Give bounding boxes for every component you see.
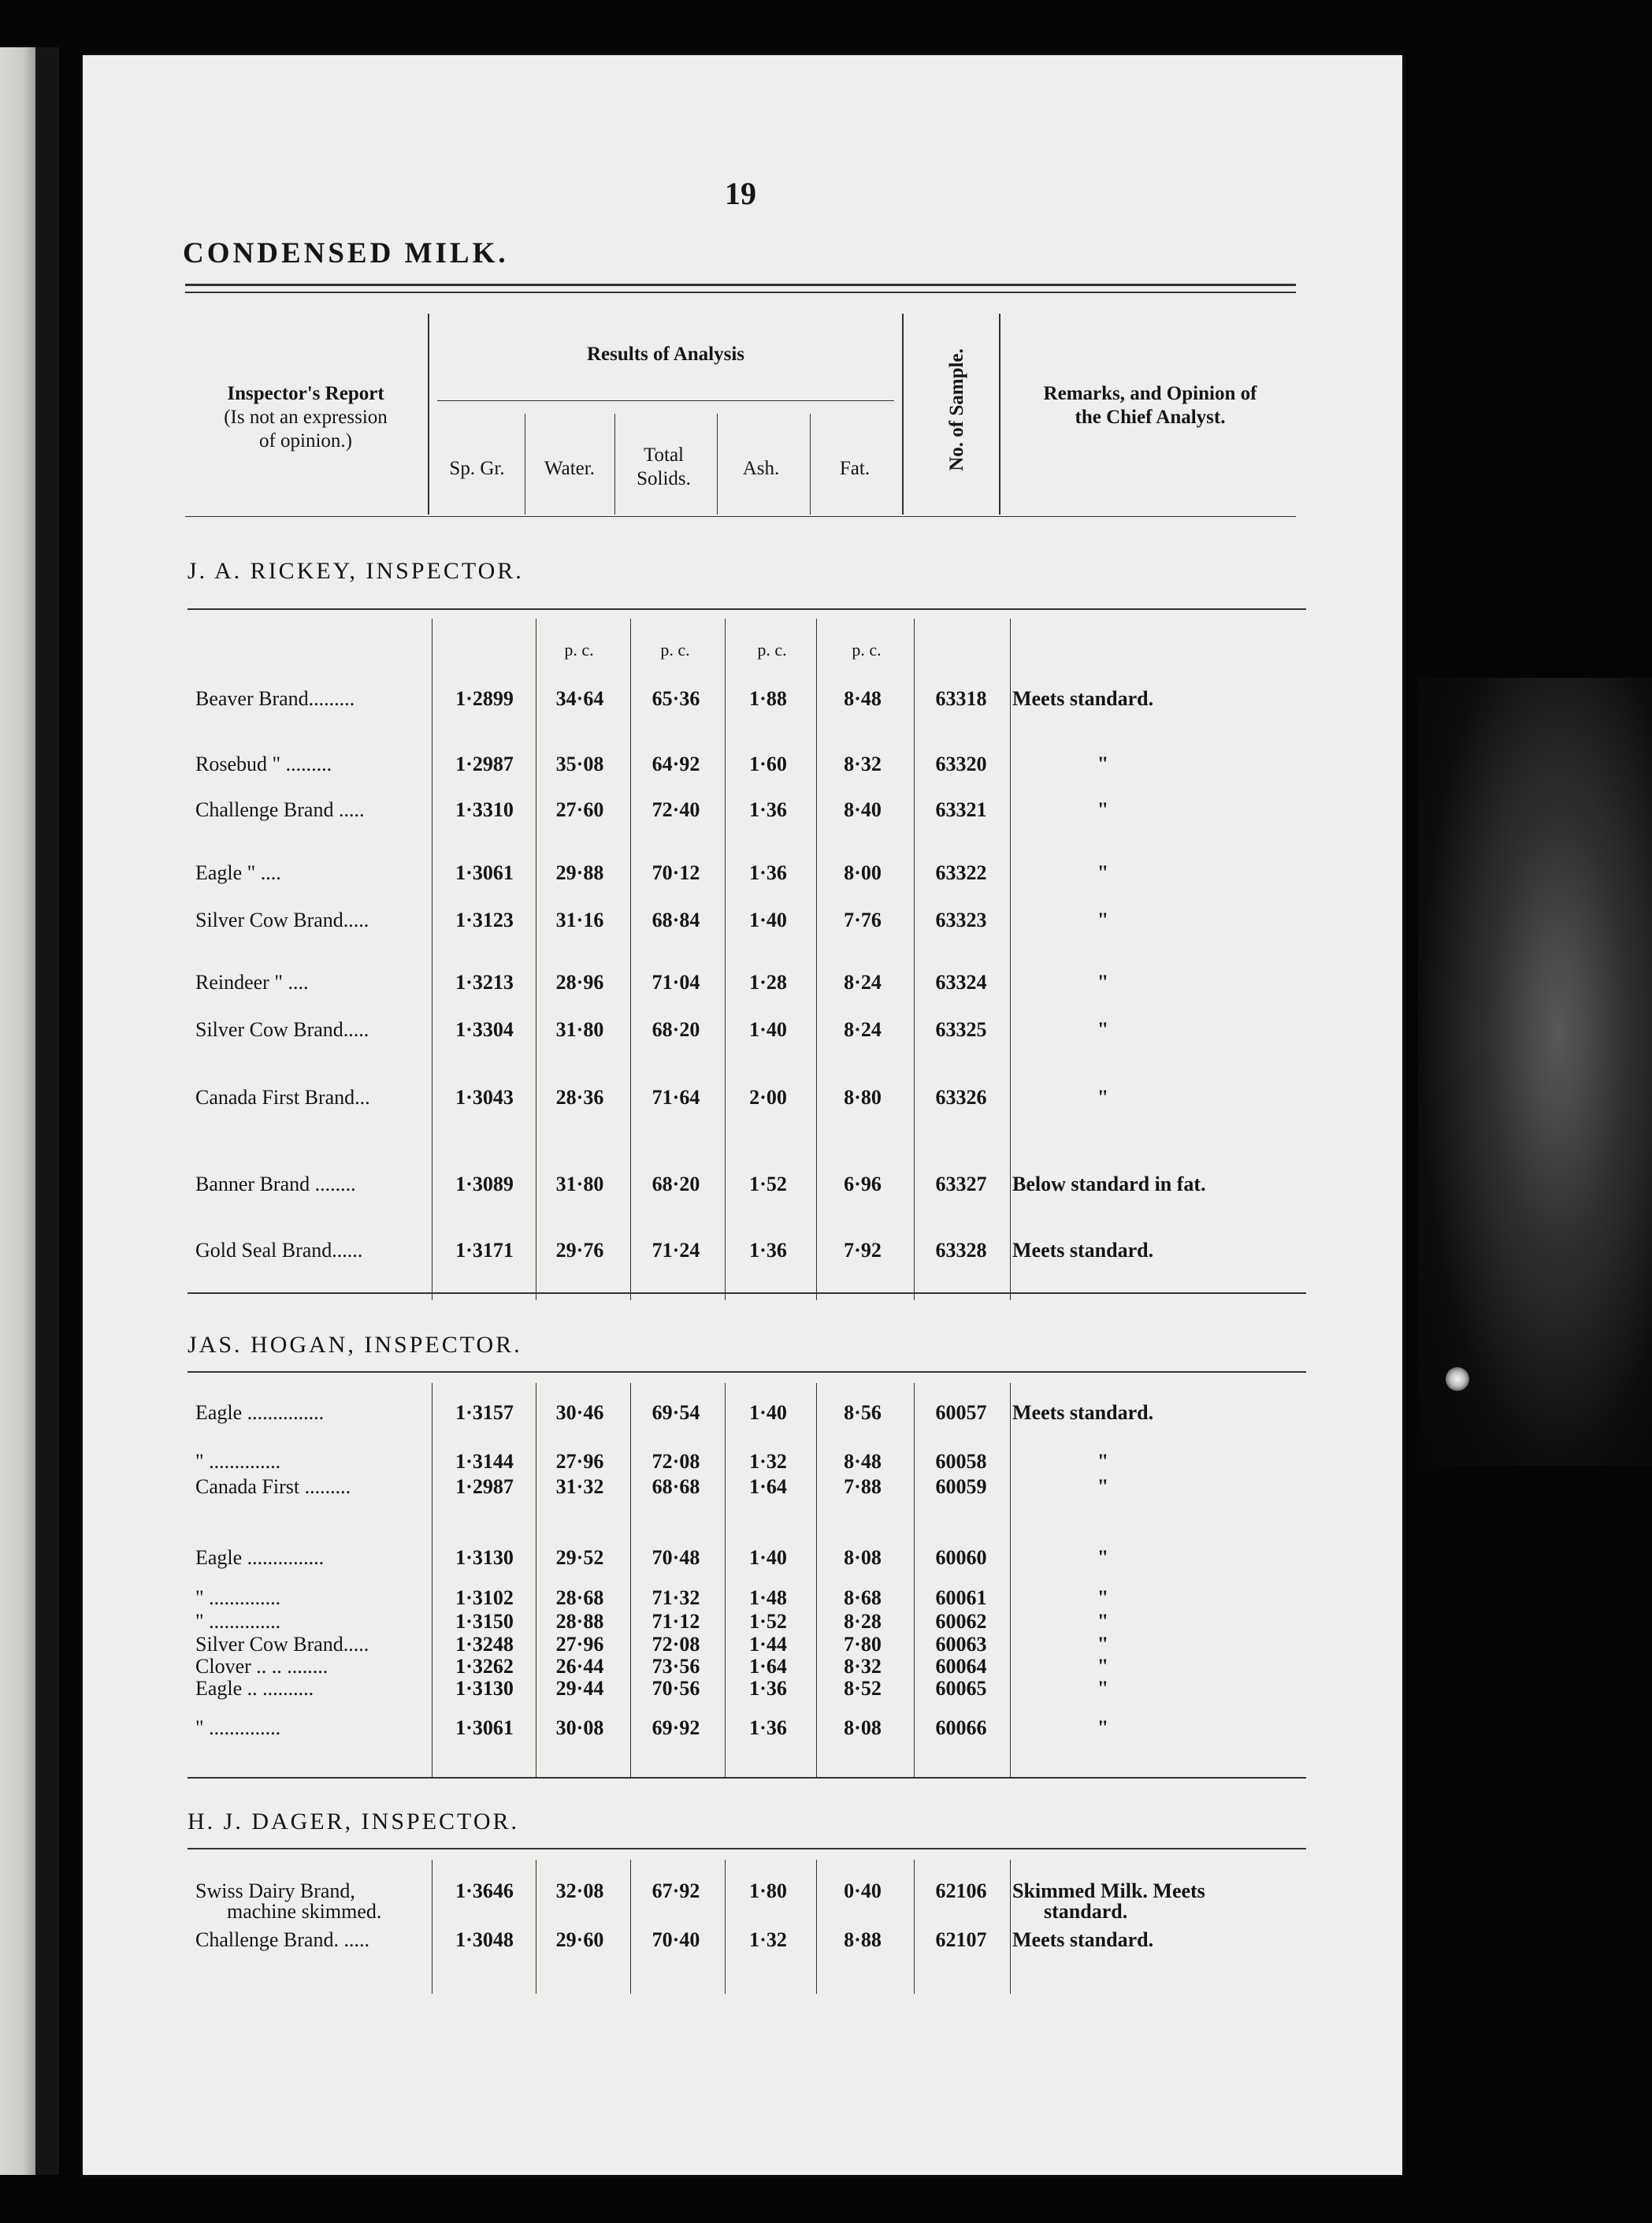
cell-total-solids: 65·36 xyxy=(652,687,700,710)
column-rule xyxy=(914,619,915,1300)
column-rule xyxy=(725,1860,726,1994)
cell-water: 35·08 xyxy=(555,753,604,775)
cell-total-solids: 70·12 xyxy=(652,861,700,884)
cell-ash: 1·32 xyxy=(749,1450,787,1473)
cell-water: 28·36 xyxy=(555,1086,604,1109)
cell-fat: 8·48 xyxy=(844,687,882,710)
cell-total-solids: 69·92 xyxy=(652,1716,700,1739)
sample-name: Silver Cow Brand..... xyxy=(195,1018,369,1041)
cell-water: 31·32 xyxy=(555,1475,604,1498)
cell-sample: 63328 xyxy=(935,1239,987,1262)
section-end-rule xyxy=(187,1292,1306,1294)
cell-water: 34·64 xyxy=(555,687,604,710)
section-end-rule xyxy=(187,1777,1306,1779)
column-rule xyxy=(725,619,726,1300)
cell-water: 26·44 xyxy=(555,1655,604,1678)
sample-name: Clover .. .. ........ xyxy=(195,1655,329,1678)
col-fat: Fat. xyxy=(839,458,871,479)
cell-ash: 1·64 xyxy=(749,1475,787,1498)
remark-text: " xyxy=(1097,861,1109,884)
cell-sample: 63318 xyxy=(935,687,987,710)
sample-name: Challenge Brand ..... xyxy=(195,798,365,821)
sample-name: Banner Brand ........ xyxy=(195,1173,356,1195)
cell-ash: 1·52 xyxy=(749,1610,787,1633)
remark-text: " xyxy=(1097,798,1109,821)
cell-sp-gr: 1·3304 xyxy=(455,1018,514,1041)
remark-text: " xyxy=(1097,1450,1109,1473)
cell-sp-gr: 1·3157 xyxy=(455,1401,514,1424)
cell-fat: 8·08 xyxy=(844,1716,882,1739)
cell-total-solids: 68·20 xyxy=(652,1018,700,1041)
cell-water: 27·60 xyxy=(555,798,604,821)
cell-sp-gr: 1·3262 xyxy=(455,1655,514,1678)
cell-fat: 0·40 xyxy=(844,1879,882,1902)
cell-sample: 63326 xyxy=(935,1086,987,1109)
inspector-heading: H. J. DAGER, INSPECTOR. xyxy=(187,1809,519,1835)
column-rule xyxy=(914,1860,915,1994)
cell-total-solids: 73·56 xyxy=(652,1655,700,1678)
sample-name: " .............. xyxy=(195,1586,281,1609)
cell-ash: 2·00 xyxy=(749,1086,787,1109)
cell-sample: 63327 xyxy=(935,1173,987,1195)
sample-name: Rosebud " ......... xyxy=(195,753,332,775)
cell-fat: 8·40 xyxy=(844,798,882,821)
cell-ash: 1·36 xyxy=(749,798,787,821)
remark-text: " xyxy=(1097,1716,1109,1739)
remark-text: " xyxy=(1097,1018,1109,1041)
sample-name: Canada First ......... xyxy=(195,1475,351,1498)
cell-fat: 8·68 xyxy=(844,1586,882,1609)
remark-text: " xyxy=(1097,909,1109,931)
cell-ash: 1·52 xyxy=(749,1173,787,1195)
cell-sp-gr: 1·3048 xyxy=(455,1928,514,1951)
cell-water: 28·68 xyxy=(555,1586,604,1609)
sample-name: Eagle " .... xyxy=(195,861,281,884)
cell-sample: 63320 xyxy=(935,753,987,775)
sample-name: Eagle ............... xyxy=(195,1546,325,1569)
column-rule xyxy=(725,1383,726,1777)
cell-sample: 63323 xyxy=(935,909,987,931)
section-rule xyxy=(187,1848,1306,1849)
cell-sample: 60059 xyxy=(935,1475,987,1498)
page-number: 19 xyxy=(725,176,756,211)
cell-total-solids: 70·40 xyxy=(652,1928,700,1951)
header-divider xyxy=(902,314,904,515)
cell-fat: 8·88 xyxy=(844,1928,882,1951)
cell-total-solids: 71·32 xyxy=(652,1586,700,1609)
cell-ash: 1·40 xyxy=(749,1018,787,1041)
column-rule xyxy=(1010,619,1011,1300)
cell-fat: 8·24 xyxy=(844,971,882,994)
cell-water: 30·46 xyxy=(555,1401,604,1424)
cell-sample: 63325 xyxy=(935,1018,987,1041)
remark-text: Meets standard. xyxy=(1012,1239,1154,1262)
cell-sample: 63322 xyxy=(935,861,987,884)
cell-total-solids: 72·08 xyxy=(652,1633,700,1656)
cell-sample: 63324 xyxy=(935,971,987,994)
remark-text: " xyxy=(1097,1655,1109,1678)
cell-water: 29·88 xyxy=(555,861,604,884)
cell-water: 29·76 xyxy=(555,1239,604,1262)
cell-ash: 1·32 xyxy=(749,1928,787,1951)
cell-sample: 60061 xyxy=(935,1586,987,1609)
cell-ash: 1·40 xyxy=(749,909,787,931)
unit-label: p. c. xyxy=(757,640,787,660)
inspector-report-header xyxy=(187,382,424,453)
sample-name: " .............. xyxy=(195,1610,281,1633)
cell-ash: 1·40 xyxy=(749,1401,787,1424)
cell-total-solids: 72·08 xyxy=(652,1450,700,1473)
header-top-rule-inner xyxy=(185,292,1296,293)
inspector-report-line-1: Inspector's Report xyxy=(227,383,384,404)
header-top-rule xyxy=(185,284,1296,286)
remark-text: Meets standard. xyxy=(1012,1401,1154,1424)
cell-sp-gr: 1·3061 xyxy=(455,861,514,884)
section-rule xyxy=(187,1371,1306,1373)
cell-sp-gr: 1·2987 xyxy=(455,1475,514,1498)
cell-total-solids: 67·92 xyxy=(652,1879,700,1902)
cell-total-solids: 68·20 xyxy=(652,1173,700,1195)
cell-ash: 1·28 xyxy=(749,971,787,994)
cell-water: 31·16 xyxy=(555,909,604,931)
remark-text: Below standard in fat. xyxy=(1012,1173,1206,1195)
cell-sp-gr: 1·3646 xyxy=(455,1879,514,1902)
column-rule xyxy=(914,1383,915,1777)
unit-label: p. c. xyxy=(660,640,690,660)
column-rule xyxy=(816,1383,817,1777)
adjacent-page-edge xyxy=(0,47,59,2175)
col-sp-gr: Sp. Gr. xyxy=(449,458,505,479)
inspector-report-line-3: of opinion.) xyxy=(258,430,353,452)
cell-fat: 8·24 xyxy=(844,1018,882,1041)
cell-total-solids: 71·12 xyxy=(652,1610,700,1633)
sample-name: Challenge Brand. ..... xyxy=(195,1928,369,1951)
cell-fat: 8·48 xyxy=(844,1450,882,1473)
remark-text: " xyxy=(1097,1677,1109,1700)
sample-name: " .............. xyxy=(195,1716,281,1739)
col-total-solids: Total Solids. xyxy=(637,444,691,489)
cell-fat: 7·80 xyxy=(844,1633,882,1656)
cell-water: 29·60 xyxy=(555,1928,604,1951)
cell-sp-gr: 1·3043 xyxy=(455,1086,514,1109)
column-rule xyxy=(1010,1383,1011,1777)
cell-total-solids: 69·54 xyxy=(652,1401,700,1424)
header-bottom-rule xyxy=(185,516,1296,517)
remark-text: " xyxy=(1097,1086,1109,1109)
cell-total-solids: 71·04 xyxy=(652,971,700,994)
cell-ash: 1·80 xyxy=(749,1879,787,1902)
cell-sp-gr: 1·3130 xyxy=(455,1546,514,1569)
cell-sample: 60065 xyxy=(935,1677,987,1700)
remark-text: " xyxy=(1097,1546,1109,1569)
cell-sp-gr: 1·3102 xyxy=(455,1586,514,1609)
cell-fat: 8·52 xyxy=(844,1677,882,1700)
cell-sp-gr: 1·3123 xyxy=(455,909,514,931)
remarks-header xyxy=(1008,382,1292,429)
cell-ash: 1·60 xyxy=(749,753,787,775)
cell-sp-gr: 1·3310 xyxy=(455,798,514,821)
cell-total-solids: 71·64 xyxy=(652,1086,700,1109)
cell-total-solids: 70·48 xyxy=(652,1546,700,1569)
cell-fat: 7·76 xyxy=(844,909,882,931)
cell-water: 27·96 xyxy=(555,1450,604,1473)
sample-name: Reindeer " .... xyxy=(195,971,309,994)
results-subrule xyxy=(437,400,894,401)
sample-name: Canada First Brand... xyxy=(195,1086,370,1109)
cell-ash: 1·36 xyxy=(749,1239,787,1262)
cell-sp-gr: 1·3213 xyxy=(455,971,514,994)
scan-background-blur xyxy=(1418,678,1652,1466)
cell-ash: 1·40 xyxy=(749,1546,787,1569)
cell-water: 29·44 xyxy=(555,1677,604,1700)
cell-sp-gr: 1·3144 xyxy=(455,1450,514,1473)
unit-label: p. c. xyxy=(852,640,882,660)
cell-ash: 1·36 xyxy=(749,1716,787,1739)
cell-total-solids: 72·40 xyxy=(652,798,700,821)
col-ash: Ash. xyxy=(742,458,780,479)
cell-fat: 8·32 xyxy=(844,753,882,775)
sample-name: Gold Seal Brand...... xyxy=(195,1239,363,1262)
cell-fat: 8·80 xyxy=(844,1086,882,1109)
cell-fat: 8·56 xyxy=(844,1401,882,1424)
cell-sample: 60058 xyxy=(935,1450,987,1473)
sample-name: Silver Cow Brand..... xyxy=(195,909,369,931)
sample-name: Eagle .. .......... xyxy=(195,1677,314,1700)
cell-sample: 62107 xyxy=(935,1928,987,1951)
cell-water: 31·80 xyxy=(555,1173,604,1195)
remark-text: " xyxy=(1097,1633,1109,1656)
cell-total-solids: 68·68 xyxy=(652,1475,700,1498)
scan-light-spot xyxy=(1446,1367,1469,1391)
cell-sample: 60066 xyxy=(935,1716,987,1739)
col-divider xyxy=(810,414,811,515)
cell-sp-gr: 1·3061 xyxy=(455,1716,514,1739)
unit-label: p. c. xyxy=(564,640,594,660)
cell-fat: 8·08 xyxy=(844,1546,882,1569)
document-page xyxy=(83,55,1402,2175)
section-rule xyxy=(187,608,1306,610)
inspector-report-line-2: (Is not an expression xyxy=(224,407,388,428)
remark-text: Skimmed Milk. Meets xyxy=(1012,1879,1205,1902)
column-rule xyxy=(630,619,631,1300)
sample-name: Swiss Dairy Brand, xyxy=(195,1879,355,1902)
cell-fat: 7·92 xyxy=(844,1239,882,1262)
cell-fat: 6·96 xyxy=(844,1173,882,1195)
cell-sample: 60064 xyxy=(935,1655,987,1678)
cell-water: 32·08 xyxy=(555,1879,604,1902)
cell-fat: 8·00 xyxy=(844,861,882,884)
header-divider xyxy=(999,314,1000,515)
column-rule xyxy=(1010,1860,1011,1994)
remarks-line-1: Remarks, and Opinion of xyxy=(1043,383,1257,404)
remark-text: " xyxy=(1097,753,1109,775)
cell-water: 27·96 xyxy=(555,1633,604,1656)
cell-sp-gr: 1·3089 xyxy=(455,1173,514,1195)
sample-name: " .............. xyxy=(195,1450,281,1473)
sample-name: Eagle ............... xyxy=(195,1401,325,1424)
cell-sample: 60060 xyxy=(935,1546,987,1569)
results-of-analysis-header: Results of Analysis xyxy=(586,344,745,365)
column-rule xyxy=(630,1383,631,1777)
sample-name: Silver Cow Brand..... xyxy=(195,1633,369,1656)
cell-ash: 1·48 xyxy=(749,1586,787,1609)
remark-text: " xyxy=(1097,1475,1109,1498)
cell-sp-gr: 1·3130 xyxy=(455,1677,514,1700)
cell-water: 28·96 xyxy=(555,971,604,994)
col-sample-no: No. of Sample. xyxy=(946,348,967,471)
cell-total-solids: 70·56 xyxy=(652,1677,700,1700)
page-heading: CONDENSED MILK. xyxy=(183,237,509,270)
header-divider xyxy=(428,314,429,515)
cell-sp-gr: 1·3171 xyxy=(455,1239,514,1262)
cell-sample: 62106 xyxy=(935,1879,987,1902)
remarks-line-2: the Chief Analyst. xyxy=(1075,407,1226,428)
cell-ash: 1·36 xyxy=(749,861,787,884)
inspector-heading: J. A. RICKEY, INSPECTOR. xyxy=(187,558,524,584)
cell-water: 29·52 xyxy=(555,1546,604,1569)
sample-name: Beaver Brand......... xyxy=(195,687,355,710)
remark-text: " xyxy=(1097,1610,1109,1633)
cell-sp-gr: 1·3150 xyxy=(455,1610,514,1633)
cell-sp-gr: 1·2987 xyxy=(455,753,514,775)
cell-sample: 60062 xyxy=(935,1610,987,1633)
cell-fat: 7·88 xyxy=(844,1475,882,1498)
col-water: Water. xyxy=(544,458,595,479)
cell-sample: 63321 xyxy=(935,798,987,821)
cell-total-solids: 68·84 xyxy=(652,909,700,931)
remark-text: Meets standard. xyxy=(1012,687,1154,710)
cell-water: 30·08 xyxy=(555,1716,604,1739)
cell-total-solids: 71·24 xyxy=(652,1239,700,1262)
cell-fat: 8·28 xyxy=(844,1610,882,1633)
inspector-heading: JAS. HOGAN, INSPECTOR. xyxy=(187,1332,522,1358)
cell-sp-gr: 1·2899 xyxy=(455,687,514,710)
remark-text: Meets standard. xyxy=(1012,1928,1154,1951)
remark-text: " xyxy=(1097,1586,1109,1609)
cell-water: 31·80 xyxy=(555,1018,604,1041)
sample-name-continued: machine skimmed. xyxy=(227,1900,382,1923)
cell-sample: 60057 xyxy=(935,1401,987,1424)
column-rule xyxy=(816,1860,817,1994)
column-rule xyxy=(630,1860,631,1994)
cell-fat: 8·32 xyxy=(844,1655,882,1678)
col-divider xyxy=(614,414,615,515)
remark-text-continued: standard. xyxy=(1044,1900,1128,1923)
cell-total-solids: 64·92 xyxy=(652,753,700,775)
cell-sample: 60063 xyxy=(935,1633,987,1656)
cell-ash: 1·64 xyxy=(749,1655,787,1678)
column-rule xyxy=(816,619,817,1300)
cell-ash: 1·44 xyxy=(749,1633,787,1656)
remark-text: " xyxy=(1097,971,1109,994)
cell-water: 28·88 xyxy=(555,1610,604,1633)
cell-sp-gr: 1·3248 xyxy=(455,1633,514,1656)
cell-ash: 1·88 xyxy=(749,687,787,710)
cell-ash: 1·36 xyxy=(749,1677,787,1700)
